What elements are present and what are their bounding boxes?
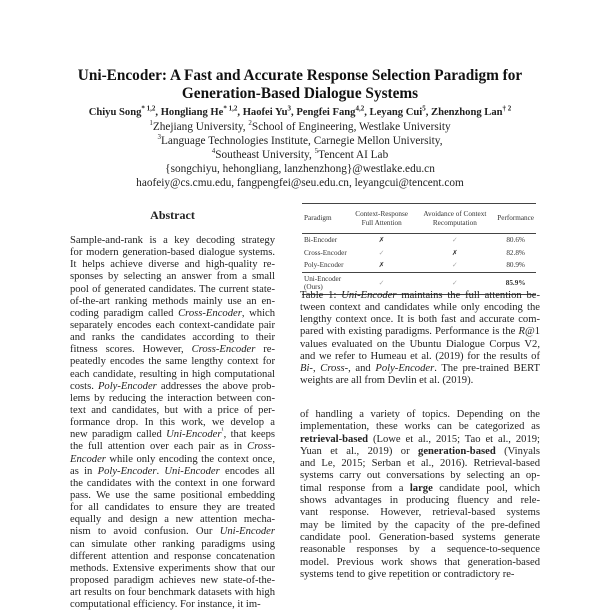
- text-line: [300, 557, 540, 569]
- author-marker: 3: [287, 104, 292, 113]
- text-line: [300, 326, 540, 338]
- text-span: lengthy context once. It is both fast and accurate com-: [300, 314, 540, 326]
- affiliation-line: [0, 120, 600, 134]
- text-line: [70, 587, 275, 599]
- text-span: each candidate, resulting in high computational: [70, 368, 275, 380]
- text-span: formance drop. In this work, we develop a: [70, 417, 275, 429]
- table-row: [302, 234, 536, 247]
- affiliation-line: [0, 148, 600, 162]
- text-line: [300, 434, 540, 446]
- text-span: the full attention over each pair as in: [70, 441, 248, 453]
- text-line: [70, 284, 275, 296]
- text-span: of-the-art ranking methods mainly use an en-: [70, 295, 275, 307]
- text-span: candidate pool. Generation-based systems generate: [300, 531, 540, 543]
- title-line: Generation-Based Dialogue Systems: [181, 85, 419, 102]
- author-name: Chiyu Song: [88, 107, 142, 118]
- affiliations: [0, 120, 600, 162]
- text-span: Cross-: [247, 441, 275, 453]
- text-span: , and: [348, 362, 376, 374]
- text-line: [70, 478, 275, 490]
- text-span: Encoder: [70, 453, 106, 465]
- text-line: [70, 296, 275, 308]
- text-line: [70, 332, 275, 344]
- author-marker: * 1,2: [141, 104, 156, 113]
- text-span: equally and design a new attention mecha-: [70, 514, 275, 526]
- affiliation-text: Southeast University,: [215, 149, 315, 161]
- text-line: [70, 356, 275, 368]
- text-line: [70, 405, 275, 417]
- author-marker: † 2: [502, 104, 512, 113]
- text-line: [300, 446, 540, 458]
- text-line: [70, 563, 275, 575]
- table-cell: Uni-Encoder (Ours): [302, 272, 349, 294]
- text-line: [70, 344, 275, 356]
- text-line: [300, 520, 540, 532]
- table-cell: ✗: [378, 261, 385, 270]
- table-cell: ✓: [414, 272, 495, 294]
- text-span: coding paradigm called: [70, 307, 179, 319]
- text-span: separately encodes each context-candidate pair: [70, 319, 275, 331]
- table-row: [302, 259, 536, 272]
- text-line: [70, 575, 275, 587]
- text-span: may be limited by the capacity of the pre-defined: [300, 519, 540, 531]
- text-span: systems tend to give repetition or contradictory re-: [300, 568, 515, 580]
- text-span: proposed paradigm achieves new state-of-the-: [70, 574, 275, 586]
- column-header: Performance: [495, 204, 536, 234]
- text-line: [70, 514, 275, 526]
- text-line: [70, 466, 275, 478]
- author-name: Leyang Cui: [369, 107, 423, 118]
- text-span: timal response from a: [300, 482, 410, 494]
- text-span: text and candidates, but with a price of per-: [70, 404, 275, 416]
- text-line: [300, 421, 540, 433]
- text-line: [70, 259, 275, 271]
- text-span: pool of generated candidates. The current state-: [70, 283, 275, 295]
- text-line: [70, 369, 275, 381]
- table-cell: ✓: [378, 248, 385, 257]
- text-line: [300, 314, 540, 326]
- text-span: values evaluated on the Ubuntu Dialogue Corpus V2,: [300, 338, 540, 350]
- affiliation-text: School of Engineering, Westlake University: [251, 121, 451, 133]
- title-line: Uni-Encoder: A Fast and Accurate Response Selection Paradigm for: [77, 67, 523, 84]
- text-span: generation-based: [418, 445, 496, 457]
- column-header: Avoidance of Context Recomputation: [414, 204, 495, 234]
- table-cell: Cross-Encoder: [304, 248, 347, 257]
- text-span: for all candidates to ensure they are treated: [70, 502, 275, 514]
- text-span: large: [409, 482, 433, 494]
- text-span: Poly-Encoder: [375, 362, 435, 374]
- text-span: Poly-Encoder: [97, 465, 157, 477]
- text-line: [70, 381, 275, 393]
- author-marker: 5: [422, 104, 426, 113]
- text-span: and Le, 2015; Serban et al., 2016). Retrieval-based: [300, 458, 540, 470]
- text-span: different attention and response concatenation: [70, 550, 275, 562]
- text-span: , that keeps: [223, 429, 276, 441]
- text-span: R: [518, 326, 525, 338]
- text-span: @1: [524, 326, 540, 338]
- table-cell: ✓: [349, 272, 415, 294]
- footnote-marker: ¹: [221, 426, 224, 435]
- text-span: costs.: [70, 380, 98, 392]
- text-span: computational efficiency. For instance, it im-: [70, 599, 261, 611]
- table-cell: 85.9%: [495, 272, 536, 294]
- text-span: for modern generation-based dialogue systems.: [70, 247, 275, 259]
- author-name: Zhenzhong Lan: [431, 107, 503, 118]
- text-span: and we refer to Humeau et al. (2019) for the results of: [300, 350, 540, 362]
- text-span: and ranks the candidates according to their: [70, 332, 275, 344]
- text-span: lems by reducing the interaction between con-: [70, 392, 275, 404]
- text-line: [300, 363, 540, 375]
- text-line: [300, 339, 540, 351]
- text-span: weights are all from Devlin et al. (2019).: [300, 374, 474, 386]
- text-span: Uni-Encoder: [164, 465, 220, 477]
- text-line: [70, 235, 275, 247]
- paper-title: [0, 67, 600, 103]
- table-header-row: [302, 204, 536, 234]
- text-line: [300, 483, 540, 495]
- table-cell: 80.9%: [506, 261, 525, 270]
- text-span: re-: [255, 344, 275, 356]
- text-span: new paradigm called: [70, 429, 167, 441]
- affiliation-text: Language Technologies Institute, Carnegie Mellon University,: [160, 135, 443, 147]
- text-line: [300, 470, 540, 482]
- abstract-body: [70, 235, 275, 611]
- table-cell: ✗: [451, 248, 458, 257]
- email-line: haofeiy@cs.cmu.edu, fangpengfei@seu.edu.cn, leyangcui@tencent.com: [136, 177, 464, 189]
- text-line: [70, 526, 275, 538]
- text-span: shows advantages in producing fluency and rele-: [300, 495, 540, 507]
- text-span: It helps achieve diverse and high-quality re-: [70, 259, 275, 271]
- text-span: (Vinyals: [495, 445, 540, 457]
- author-name: Haofei Yu: [242, 107, 288, 118]
- author-marker: * 1,2: [223, 104, 238, 113]
- text-line: [300, 351, 540, 363]
- text-line: [300, 532, 540, 544]
- column-header: Paradigm: [302, 204, 349, 234]
- affiliation-marker: 4: [211, 147, 216, 156]
- text-line: [70, 417, 275, 429]
- text-span: model. Previous work shows that generation-based: [300, 556, 540, 568]
- text-line: [300, 302, 540, 314]
- text-line: [70, 599, 275, 611]
- text-span: can simulate other ranking paradigms using: [70, 538, 275, 550]
- affiliation-marker: 1: [149, 119, 153, 128]
- text-span: Sample-and-rank is a key decoding strategy: [70, 235, 275, 246]
- text-span: fitness scores. However,: [70, 344, 192, 356]
- text-line: [300, 495, 540, 507]
- text-span: . The pre-trained BERT: [434, 362, 540, 374]
- column-header: Context-Response Full Attention: [349, 204, 415, 234]
- text-span: sponses by selecting an answer from a small: [70, 271, 275, 283]
- text-span: reasonable responses by a sequence-to-sequence: [300, 544, 540, 556]
- text-line: [70, 441, 275, 453]
- text-line: [70, 247, 275, 259]
- author-block: [0, 106, 600, 190]
- text-line: [70, 551, 275, 563]
- text-span: peatedly encodes the same lengthy context for: [70, 356, 275, 368]
- author-name: Hongliang He: [160, 107, 224, 118]
- text-line: [300, 544, 540, 556]
- text-span: while only encoding the context once,: [105, 453, 275, 465]
- text-line: [300, 290, 540, 302]
- text-line: [300, 569, 540, 581]
- text-line: [70, 271, 275, 283]
- author-names: Chiyu Song$^{* 1,2}$, Hongliang He$^{* 1,2}$, Haofei Yu$^3$, Pengfei Fang$^{4,2}$, Leyang Cui$^5$, Zhenzhong Lan$^{\dagger 2}$: [88, 104, 512, 118]
- text-span: pass. We use the same positional embedding: [70, 489, 275, 501]
- comparison-table: [302, 203, 536, 295]
- text-line: [300, 375, 540, 387]
- text-span: Cross-Encoder: [178, 307, 242, 319]
- text-span: .: [156, 465, 165, 477]
- affiliation-text: Tencent AI Lab: [318, 149, 389, 161]
- text-span: tween context and candidates while only encoding the: [300, 302, 540, 314]
- text-span: Cross-Encoder: [191, 344, 256, 356]
- text-span: the candidates with the context in one forward: [70, 477, 275, 489]
- text-span: as in: [70, 465, 98, 477]
- text-span: systems carry out conversations by selecting an op-: [300, 470, 540, 482]
- text-span: Table 1:: [300, 290, 342, 301]
- table-cell: Bi-Encoder: [304, 236, 338, 244]
- table-row: [302, 247, 536, 260]
- text-span: Cross-: [320, 362, 349, 374]
- text-span: retrieval-based: [300, 433, 369, 445]
- table-cell: ✓: [451, 236, 458, 244]
- affiliation-marker: 5: [314, 147, 319, 156]
- text-span: methods. Extensive experiments show that our: [70, 562, 275, 574]
- text-span: , which: [241, 307, 276, 319]
- author-name: Pengfei Fang: [296, 107, 356, 118]
- text-span: addresses the above prob-: [156, 380, 276, 392]
- text-line: [300, 458, 540, 470]
- text-line: [70, 426, 276, 441]
- text-span: vant response. However, retrieval-based systems: [300, 507, 540, 519]
- text-span: (Lowe et al., 2015; Tao et al., 2019;: [368, 433, 540, 445]
- text-span: Yuan et al., 2019) or: [300, 445, 419, 457]
- text-span: of handling a variety of topics. Depending on the: [300, 409, 540, 420]
- text-line: [70, 502, 275, 514]
- table-cell: 80.6%: [506, 236, 525, 244]
- text-span: ,: [312, 362, 321, 374]
- text-line: [300, 507, 540, 519]
- author-marker: 4,2: [355, 104, 365, 113]
- abstract-heading: Abstract: [150, 208, 195, 222]
- text-span: art results on four benchmark datasets with high: [70, 587, 275, 599]
- table-cell: Poly-Encoder: [304, 261, 344, 270]
- text-span: maintains the full attention be-: [396, 290, 540, 301]
- text-span: candidate pool, which: [432, 482, 541, 494]
- text-span: pared with existing paradigms. Performance is the: [300, 326, 519, 338]
- text-line: [70, 308, 275, 320]
- text-line: [70, 539, 275, 551]
- text-line: [70, 393, 275, 405]
- body-text: [300, 409, 540, 581]
- text-line: [300, 409, 540, 421]
- affiliation-marker: 3: [157, 133, 161, 142]
- table-cell: ✓: [451, 261, 458, 270]
- text-span: Uni-Encoder: [219, 526, 275, 538]
- text-span: nism to avoid confusion. Our: [70, 526, 220, 538]
- table-cell: 82.8%: [506, 248, 525, 257]
- text-span: encodes all: [219, 465, 275, 477]
- text-line: [70, 454, 275, 466]
- table-caption: [300, 290, 540, 387]
- email-line: {songchiyu, hehongliang, lanzhenzhong}@westlake.edu.cn: [165, 163, 435, 175]
- text-line: [70, 490, 275, 502]
- affiliation-text: Zhejiang University,: [152, 121, 249, 133]
- table-cell: ✗: [378, 236, 385, 244]
- text-span: implementation, these works can be categorized as: [300, 421, 540, 433]
- text-span: Poly-Encoder: [97, 380, 157, 392]
- text-span: Uni-Encoder: [341, 290, 397, 301]
- affiliation-marker: 2: [248, 119, 252, 128]
- text-line: [70, 320, 275, 332]
- text-span: Uni-Encoder: [166, 429, 222, 441]
- affiliation-line: [0, 134, 600, 148]
- text-span: Bi-: [300, 362, 313, 374]
